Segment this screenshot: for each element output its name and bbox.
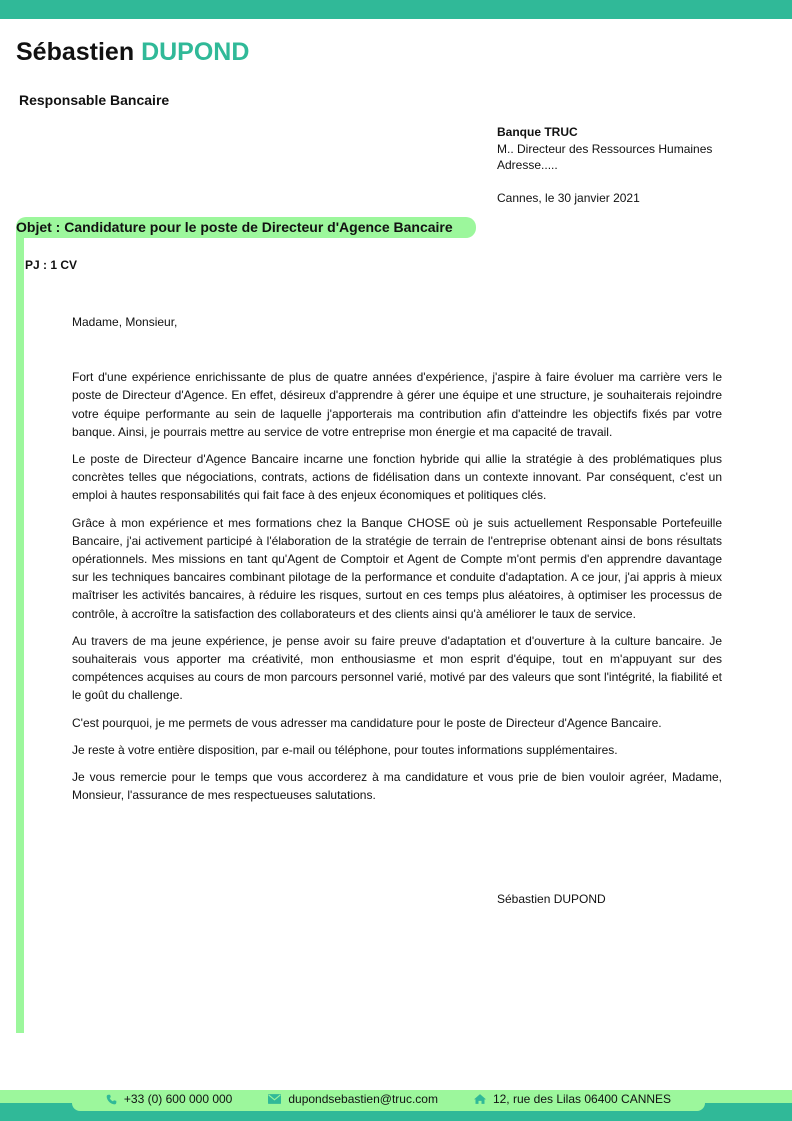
signature: Sébastien DUPOND: [497, 892, 606, 906]
envelope-icon: [268, 1094, 281, 1104]
letter-body: [72, 313, 722, 813]
email-address[interactable]: dupondsebastien@truc.com: [288, 1092, 438, 1106]
paragraph: Je reste à votre entière disposition, par e-mail ou téléphone, pour toutes informations supplémentaires.: [72, 742, 618, 757]
recipient-contact: M.. Directeur des Ressources Humaines: [497, 141, 713, 156]
paragraph: Au travers de ma jeune expérience, je pense avoir su faire preuve d'adaptation et d'ouverture à la culture bancaire. Je souhaiterais vous apporter ma créativité, mon enthousiasme et mon esprit d'équipe, tout en m'appuyant sur des compétences acquises au cours de mon parcours personnel varié, motivé par des valeurs que sont l'intégrité, la fiabilité et le goût du challenge.: [72, 633, 722, 703]
phone-number: +33 (0) 600 000 000: [123, 1092, 233, 1106]
home-icon: [474, 1094, 486, 1104]
recipient-address: Adresse.....: [497, 158, 558, 172]
recipient-block: [497, 124, 712, 206]
salutation: Madame, Monsieur,: [72, 315, 178, 329]
applicant-name: [16, 38, 249, 67]
paragraph: Je vous remercie pour le temps que vous accorderez à ma candidature et vous prie de bien vouloir agréer, Madame, Monsieur, l'assurance de mes respectueuses salutations.: [72, 770, 722, 803]
postal-address: 12, rue des Lilas 06400 CANNES: [492, 1092, 672, 1106]
header-top-bar: [0, 0, 792, 19]
paragraph: Le poste de Directeur d'Agence Bancaire incarne une fonction hybride qui allie la stratégie à des problématiques plus concrètes telles que négociations, contrats, actions de fidélisation dans un contexte innovant. Par conséquent, c'est un emploi à hautes responsabilités qui fait face à des enjeux économiques et politiques clés.: [72, 452, 722, 503]
footer-phone: [106, 1092, 232, 1106]
recipient-company: Banque TRUC: [497, 125, 578, 139]
paragraph: Grâce à mon expérience et mes formations chez la Banque CHOSE où je suis actuellement Responsable Portefeuille Bancaire, j'ai activement participé à l'élaboration de la stratégie de terrain de l'entreprise obtenant ainsi de bons résultats opérationnels. Mes missions en tant qu'Agent de Comptoir et Agent de Compte m'ont permis d'en apprendre davantage sur les techniques bancaires combinant pilotage de la performance et conduite d'adaptation. A ce jour, j'ai appris à mieux maîtriser les activités bancaires, à réduire les risques, surtout en ces temps plus aléatoires, à optimiser les processus de contrôle, à accroître la satisfaction des collaborateurs et des clients ainsi qu'à améliorer le taux de service.: [72, 515, 722, 621]
attachment-note: PJ : 1 CV: [25, 258, 78, 272]
paragraph: Fort d'une expérience enrichissante de plus de quatre années d'expérience, j'aspire à faire évoluer ma carrière vers le poste de Directeur d'Agence. En effet, désireux d'apprendre à gérer une équipe et une structure, je souhaiterais rejoindre votre équipe performante au sein de laquelle j'apporterais ma contribution afin d'atteindre les objectifs fixés par votre banque. Ainsi, je pourrais mettre au service de votre entreprise mon énergie et ma capacité de travail.: [72, 370, 722, 439]
paragraph: C'est pourquoi, je me permets de vous adresser ma candidature pour le poste de Directeur d'Agence Bancaire.: [72, 715, 662, 730]
place-date: Cannes, le 30 janvier 2021: [497, 190, 640, 205]
subject-banner: [16, 217, 476, 238]
footer-address: [474, 1092, 671, 1106]
first-name: Sébastien: [16, 38, 135, 66]
last-name: DUPOND: [141, 38, 250, 66]
footer-email: [268, 1092, 438, 1106]
footer-contact-bar: [72, 1090, 705, 1111]
phone-icon: [106, 1094, 117, 1105]
left-accent-bar: [16, 228, 24, 1033]
job-title: Responsable Bancaire: [19, 92, 170, 108]
subject-text: Objet : Candidature pour le poste de Directeur d'Agence Bancaire: [16, 219, 453, 235]
